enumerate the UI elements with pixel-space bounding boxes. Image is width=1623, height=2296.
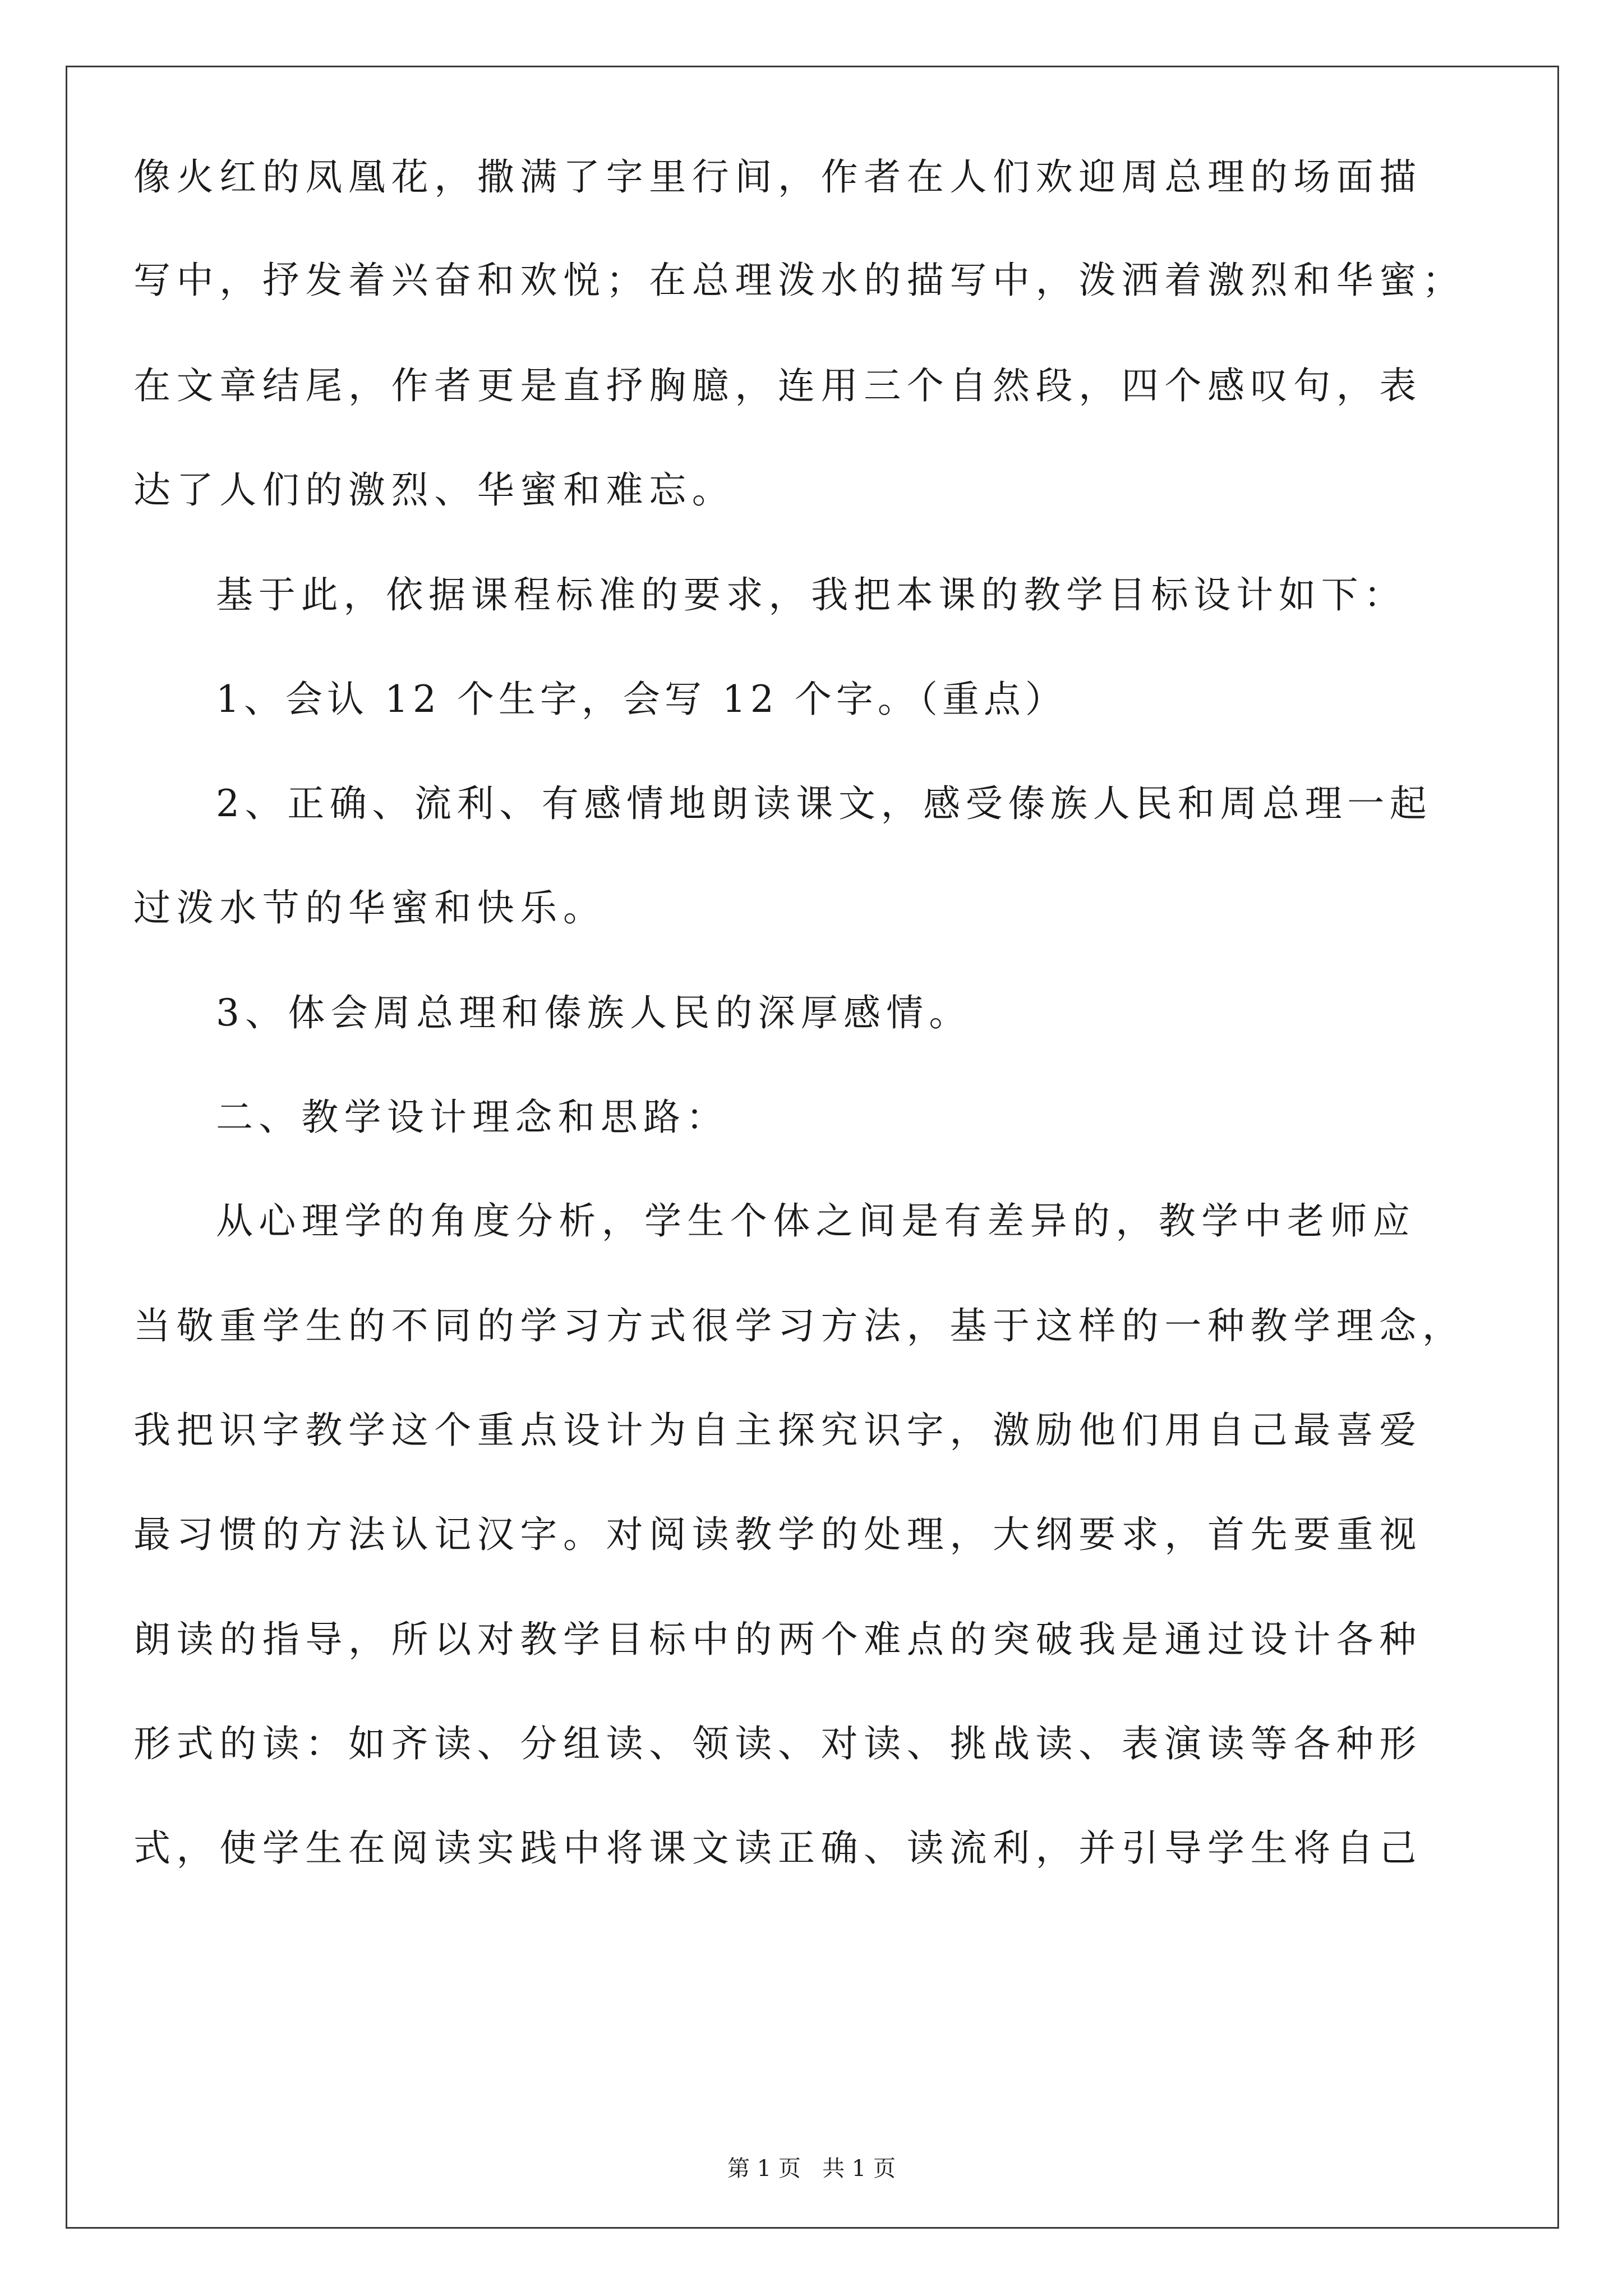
body-text-line: 形式的读：如齐读、分组读、领读、对读、挑战读、表演读等各种形 (133, 1722, 1422, 1765)
body-text-line: 我把识字教学这个重点设计为自主探究识字，激励他们用自己最喜爱 (133, 1409, 1422, 1452)
objective-item: 1、会认 12 个生字，会写 12 个字。（重点） (216, 678, 1067, 721)
body-text-line: 写中，抒发着兴奋和欢悦；在总理泼水的描写中，泼洒着激烈和华蜜； (133, 259, 1465, 302)
body-text-line: 当敬重学生的不同的学习方式很学习方法，基于这样的一种教学理念， (133, 1304, 1465, 1347)
section-heading: 二、教学设计理念和思路： (216, 1096, 729, 1139)
body-text-line: 在文章结尾，作者更是直抒胸臆，连用三个自然段，四个感叹句，表 (133, 364, 1422, 407)
body-text-line: 式，使学生在阅读实践中将课文读正确、读流利，并引导学生将自己 (133, 1826, 1422, 1870)
body-text-line: 像火红的凤凰花，撒满了字里行间，作者在人们欢迎周总理的场面描 (133, 155, 1422, 199)
body-text-line: 达了人们的激烈、华蜜和难忘。 (133, 468, 735, 512)
body-text-line: 从心理学的角度分析，学生个体之间是有差异的，教学中老师应 (216, 1199, 1416, 1243)
page-footer: 第 1 页 共 1 页 (727, 2156, 896, 2182)
body-text-line: 最习惯的方法认记汉字。对阅读教学的处理，大纲要求，首先要重视 (133, 1513, 1422, 1556)
body-text-line: 过泼水节的华蜜和快乐。 (133, 886, 606, 930)
body-text-line: 朗读的指导，所以对教学目标中的两个难点的突破我是通过设计各种 (133, 1618, 1422, 1661)
body-text-line: 基于此，依据课程标准的要求，我把本课的教学目标设计如下： (216, 573, 1407, 616)
objective-item: 3、体会周总理和傣族人民的深厚感情。 (216, 991, 972, 1034)
objective-item: 2、正确、流利、有感情地朗读课文，感受傣族人民和周总理一起 (216, 782, 1432, 825)
